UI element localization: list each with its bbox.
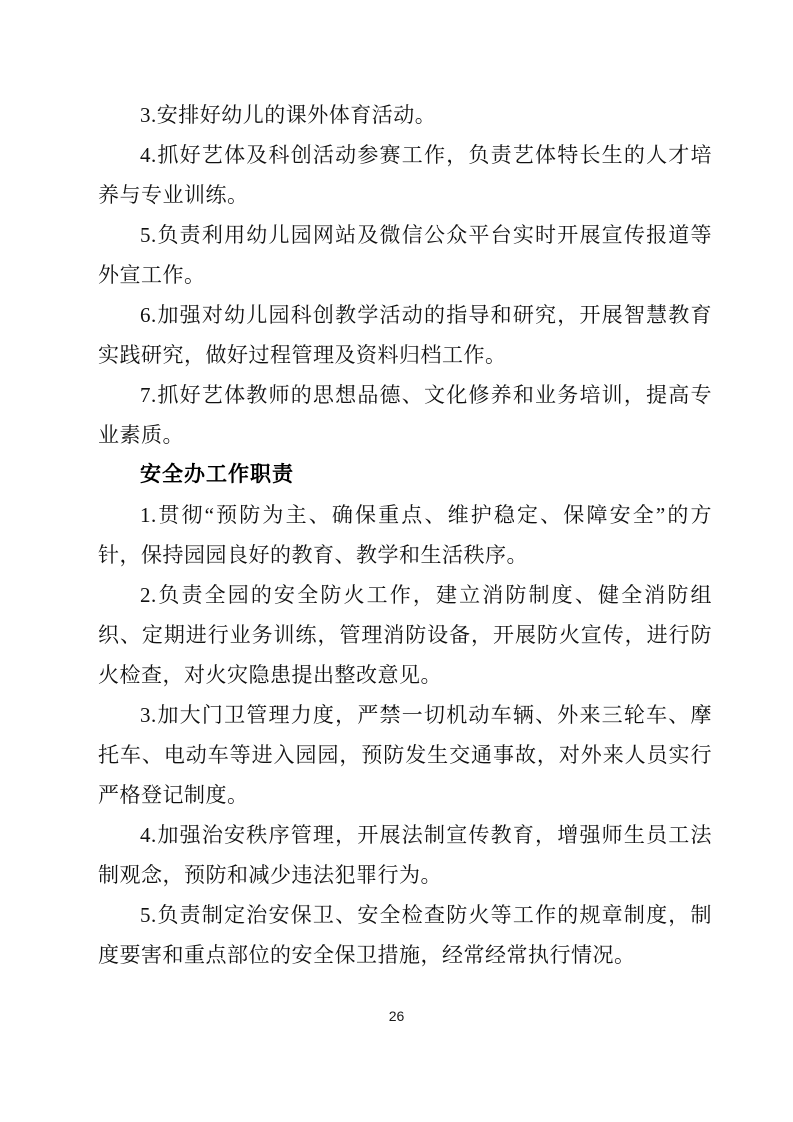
- document-paragraph: 4.加强治安秩序管理，开展法制宣传教育，增强师生员工法制观念，预防和减少违法犯罪行为。: [98, 823, 712, 887]
- page-number: 26: [388, 1008, 405, 1024]
- document-paragraph: 5.负责制定治安保卫、安全检查防火等工作的规章制度，制度要害和重点部位的安全保卫措施，经常经常执行情况。: [98, 903, 712, 967]
- document-paragraph: 6.加强对幼儿园科创教学活动的指导和研究，开展智慧教育实践研究，做好过程管理及资料归档工作。: [98, 303, 712, 367]
- document-paragraph: 4.抓好艺体及科创活动参赛工作，负责艺体特长生的人才培养与专业训练。: [98, 143, 712, 207]
- document-paragraph: 2.负责全园的安全防火工作，建立消防制度、健全消防组织、定期进行业务训练，管理消防设备，开展防火宣传，进行防火检查，对火灾隐患提出整改意见。: [98, 583, 712, 687]
- document-paragraph: 3.加大门卫管理力度，严禁一切机动车辆、外来三轮车、摩托车、电动车等进入园园，预防发生交通事故，对外来人员实行严格登记制度。: [98, 703, 712, 807]
- document-body: [98, 95, 712, 975]
- section-heading-security-office: 安全办工作职责: [140, 463, 294, 486]
- document-paragraph: 5.负责利用幼儿园网站及微信公众平台实时开展宣传报道等外宣工作。: [98, 223, 712, 287]
- document-paragraph: 3.安排好幼儿的课外体育活动。: [140, 103, 437, 127]
- document-paragraph: 1.贯彻“预防为主、确保重点、维护稳定、保障安全”的方针，保持园园良好的教育、教学和生活秩序。: [98, 503, 712, 567]
- document-paragraph: 7.抓好艺体教师的思想品德、文化修养和业务培训，提高专业素质。: [98, 383, 712, 447]
